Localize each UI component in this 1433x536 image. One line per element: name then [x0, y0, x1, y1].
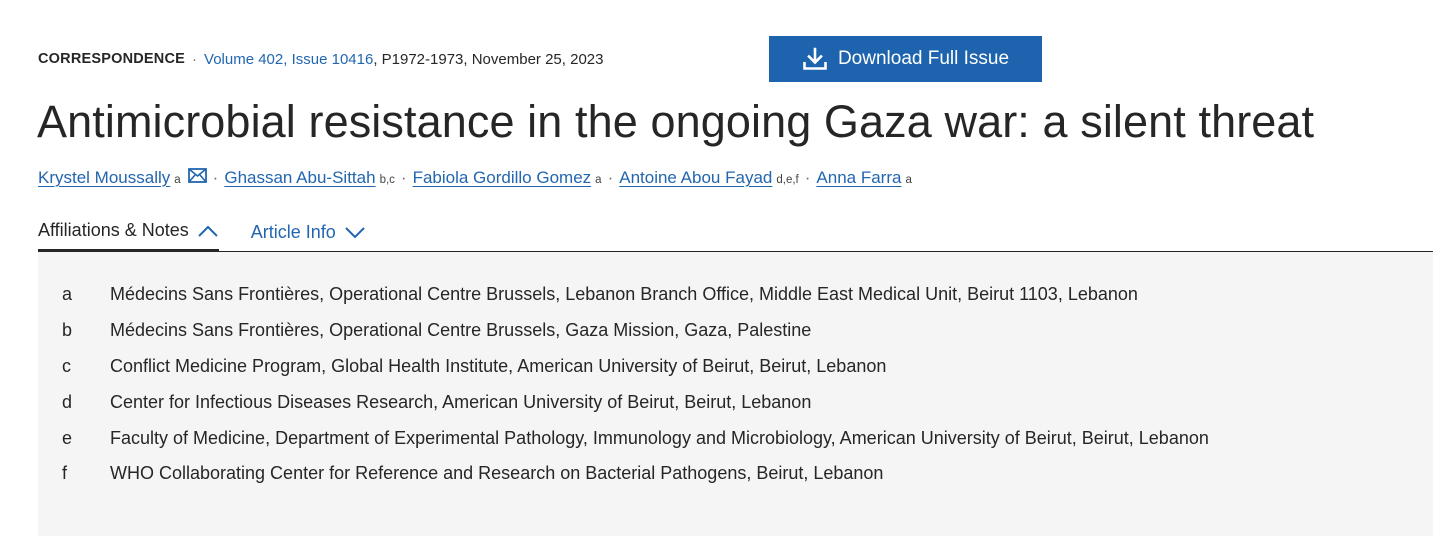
author-link[interactable]: Ghassan Abu-Sittah — [224, 168, 376, 187]
author-link[interactable]: Antoine Abou Fayad — [619, 168, 773, 187]
author-list: Krystel Moussally a · Ghassan Abu-Sittah b,c · Fabiola Gordillo Gomez a · Antoine Abou Fayad d,e,f · Anna Farra a — [38, 168, 912, 187]
author-separator: · — [212, 168, 219, 187]
article-type: CORRESPONDENCE — [38, 51, 186, 67]
author-separator: · — [400, 168, 407, 187]
affiliation-text: Faculty of Medicine, Department of Experimental Pathology, Immunology and Microbiology, American University of Beirut, Beirut, Lebanon — [110, 428, 1209, 448]
affiliation-text: Center for Infectious Diseases Research, American University of Beirut, Beirut, Lebanon — [110, 392, 812, 412]
affiliation-label: d — [62, 392, 73, 412]
tab-label: Affiliations & Notes — [38, 220, 189, 240]
affiliation-text: WHO Collaborating Center for Reference and Research on Bacterial Pathogens, Beirut, Lebanon — [110, 463, 884, 483]
affiliation-text: Conflict Medicine Program, Global Health Institute, American University of Beirut, Beirut, Lebanon — [110, 356, 887, 376]
affiliation-item — [62, 354, 1340, 379]
affiliation-item — [62, 461, 1340, 486]
affiliation-text: Médecins Sans Frontières, Operational Centre Brussels, Gaza Mission, Gaza, Palestine — [110, 320, 812, 340]
author-separator: · — [607, 168, 614, 187]
article-tabs — [38, 212, 366, 252]
download-full-issue-button[interactable] — [769, 36, 1042, 82]
download-button-label: Download Full Issue — [837, 48, 1010, 69]
affiliation-label: a — [62, 284, 73, 304]
affiliations-list — [62, 282, 1340, 497]
article-title: Antimicrobial resistance in the ongoing Gaza war: a silent threat — [37, 96, 1315, 147]
affiliation-item — [62, 390, 1340, 415]
download-icon — [802, 47, 828, 71]
affiliation-text: Médecins Sans Frontières, Operational Centre Brussels, Lebanon Branch Office, Middle East Medical Unit, Beirut 1103, Lebanon — [110, 284, 1138, 304]
author-link[interactable]: Krystel Moussally — [38, 168, 171, 187]
affiliation-label: c — [62, 356, 71, 376]
chevron-down-icon — [344, 225, 366, 239]
email-icon[interactable] — [188, 168, 207, 188]
affiliation-label: b — [62, 320, 73, 340]
affiliation-label: f — [62, 463, 68, 483]
meta-separator: · — [192, 50, 198, 68]
pages-date: , P1972-1973, November 25, 2023 — [373, 50, 604, 68]
author-link[interactable]: Anna Farra — [816, 168, 902, 187]
author-link[interactable]: Fabiola Gordillo Gomez — [412, 168, 592, 187]
tab-article-info[interactable] — [251, 212, 366, 252]
affiliations-panel — [38, 252, 1433, 536]
tab-affiliations-notes[interactable] — [38, 212, 219, 252]
affiliation-item — [62, 282, 1340, 307]
chevron-up-icon — [197, 224, 219, 238]
affiliation-item — [62, 318, 1340, 343]
article-meta — [38, 36, 603, 82]
affiliation-item — [62, 426, 1340, 451]
author-separator: · — [804, 168, 811, 187]
affiliation-label: e — [62, 428, 73, 448]
tab-label: Article Info — [250, 221, 336, 242]
volume-link[interactable]: Volume 402, Issue 10416 — [204, 50, 374, 68]
